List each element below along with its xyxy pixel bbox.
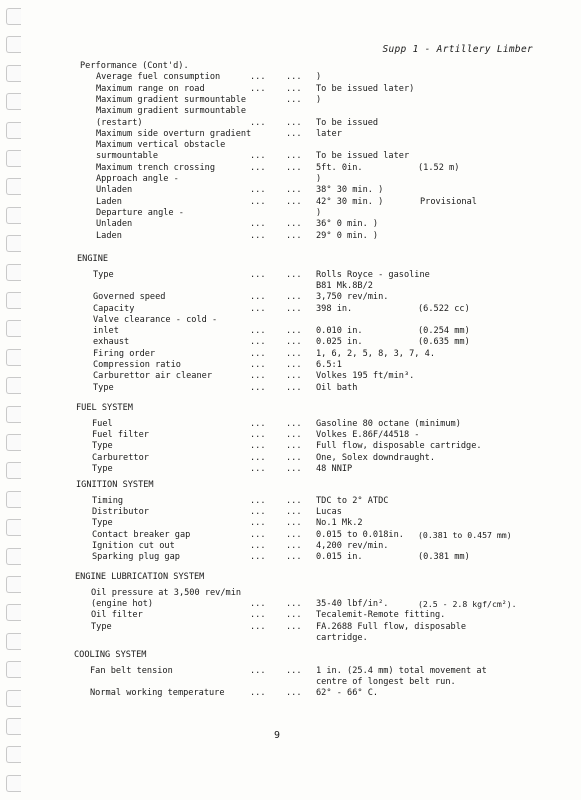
leader-dots: ... [286, 598, 302, 609]
leader-dots: ... [250, 529, 266, 540]
spec-value: To be issued later) [316, 83, 415, 94]
spec-value: 42° 30 min. ) [316, 196, 384, 207]
section-title: IGNITION SYSTEM [76, 480, 154, 490]
leader-dots: ... [286, 529, 302, 540]
spec-label: Capacity [93, 303, 135, 314]
binder-hole [6, 718, 21, 735]
spec-value: Gasoline 80 octane (minimum) [316, 418, 461, 429]
binder-hole [6, 604, 21, 621]
spec-value: Tecalemit-Remote fitting. [316, 610, 446, 621]
leader-dots: ... [286, 518, 302, 529]
spec-value: ) [316, 174, 322, 184]
spec-label: Approach angle - [96, 174, 179, 184]
section-title: ENGINE [77, 254, 109, 264]
leader-dots: ... [250, 506, 266, 517]
spec-label: Contact breaker gap [92, 529, 191, 540]
leader-dots: ... [250, 72, 266, 83]
spec-label: Fuel [92, 418, 113, 429]
spec-label: Firing order [93, 348, 156, 359]
leader-dots: ... [250, 162, 266, 173]
spec-note: (0.381 mm) [418, 552, 470, 563]
spec-label: Maximum range on road [96, 83, 205, 94]
leader-dots: ... [250, 518, 266, 529]
spec-value: Volkes 195 ft/min³. [316, 371, 415, 382]
leader-dots: ... [286, 452, 302, 463]
leader-dots: ... [286, 382, 302, 393]
spec-value: 35-40 lbf/in². [316, 598, 389, 609]
leader-dots: ... [286, 230, 302, 241]
leader-dots: ... [250, 540, 266, 551]
spec-value: Rolls Royce - gasoline [316, 269, 430, 280]
spec-value: ) [316, 207, 322, 218]
spec-label: Unladen [96, 219, 133, 230]
leader-dots: ... [250, 429, 266, 440]
spec-label: Fuel filter [92, 429, 149, 440]
binder-hole [6, 36, 21, 53]
spec-value: 29° 0 min. ) [316, 230, 379, 241]
leader-dots: ... [250, 621, 266, 632]
leader-dots: ... [250, 292, 266, 303]
leader-dots: ... [250, 303, 266, 314]
spec-label: (restart) [96, 117, 143, 128]
leader-dots: ... [286, 495, 302, 506]
spec-value: B81 Mk.8B/2 [316, 280, 373, 291]
binder-hole [6, 633, 21, 650]
spec-label: surmountable [96, 151, 159, 162]
spec-value: 3,750 rev/min. [316, 292, 389, 303]
binder-hole [6, 434, 21, 451]
spec-label: Fan belt tension [90, 665, 173, 676]
leader-dots: ... [286, 621, 302, 632]
spec-note: (0.254 mm) [418, 326, 470, 337]
spec-label: Valve clearance - cold - [93, 314, 218, 325]
page-number: 9 [274, 730, 281, 741]
spec-label: Timing [92, 495, 124, 506]
spec-label: Carburettor [92, 452, 149, 463]
leader-dots: ... [286, 441, 302, 452]
spec-label: Oil filter [91, 610, 143, 621]
spec-label: Maximum vertical obstacle [96, 140, 226, 151]
binder-hole [6, 406, 21, 423]
spec-label: inlet [93, 326, 119, 337]
binder-hole [6, 661, 21, 678]
leader-dots: ... [286, 94, 302, 105]
spec-label: exhaust [93, 337, 130, 348]
spec-note: (0.635 mm) [418, 337, 470, 348]
page-header: Supp 1 - Artillery Limber [382, 44, 533, 55]
spec-value: One, Solex downdraught. [316, 452, 435, 463]
leader-dots: ... [286, 185, 302, 196]
leader-dots: ... [286, 371, 302, 382]
leader-dots: ... [250, 495, 266, 506]
spec-value: FA.2688 Full flow, disposable [316, 621, 467, 632]
spec-value: 4,200 rev/min. [316, 540, 389, 551]
binder-hole [6, 207, 21, 224]
binder-hole [6, 122, 21, 139]
spec-value: TDC to 2° ATDC [316, 495, 389, 506]
leader-dots: ... [250, 219, 266, 230]
binder-hole [6, 150, 21, 167]
spec-label: Oil pressure at 3,500 rev/min [91, 587, 242, 598]
spec-value: 1 in. (25.4 mm) total movement at [316, 665, 487, 676]
leader-dots: ... [250, 348, 266, 359]
leader-dots: ... [250, 552, 266, 563]
spec-value: ) [316, 94, 322, 105]
spec-label: Compression ratio [93, 360, 181, 371]
leader-dots: ... [286, 128, 302, 139]
spec-label: Laden [96, 196, 122, 207]
spec-value: 6.5:1 [316, 360, 342, 371]
spec-value: ) [316, 72, 322, 83]
binder-hole [6, 8, 21, 25]
spec-value: 5ft. 0in. [316, 162, 363, 173]
binder-hole [6, 320, 21, 337]
binder-hole [6, 377, 21, 394]
spec-label: Average fuel consumption [96, 72, 221, 83]
leader-dots: ... [286, 337, 302, 348]
spec-note: (6.522 cc) [418, 303, 470, 314]
leader-dots: ... [250, 665, 266, 676]
leader-dots: ... [286, 303, 302, 314]
spec-value: Volkes E.86F/44518 - [316, 429, 420, 440]
leader-dots: ... [286, 83, 302, 94]
spec-note: Provisional [420, 196, 477, 207]
leader-dots: ... [250, 269, 266, 280]
binder-holes [4, 0, 28, 800]
spec-label: Type [91, 621, 112, 632]
leader-dots: ... [286, 269, 302, 280]
binder-hole [6, 349, 21, 366]
leader-dots: ... [286, 151, 302, 162]
leader-dots: ... [250, 371, 266, 382]
section-title: ENGINE LUBRICATION SYSTEM [75, 572, 205, 582]
section-title: FUEL SYSTEM [76, 403, 133, 413]
spec-value: 48 NNIP [316, 463, 353, 474]
spec-value: 0.025 in. [316, 337, 363, 348]
leader-dots: ... [286, 162, 302, 173]
spec-value: To be issued later [316, 151, 410, 162]
spec-label: Maximum trench crossing [96, 162, 215, 173]
spec-label: Carburettor air cleaner [93, 371, 212, 382]
binder-hole [6, 548, 21, 565]
spec-label: Sparking plug gap [92, 552, 180, 563]
section-title: Performance (Cont'd). [80, 61, 189, 71]
spec-value: 398 in. [316, 303, 353, 314]
leader-dots: ... [250, 382, 266, 393]
spec-value: 0.010 in. [316, 326, 363, 337]
leader-dots: ... [250, 185, 266, 196]
leader-dots: ... [250, 151, 266, 162]
leader-dots: ... [286, 506, 302, 517]
spec-label: Laden [96, 230, 122, 241]
spec-label: (engine hot) [91, 598, 154, 609]
spec-value: 38° 30 min. ) [316, 185, 384, 196]
spec-value: Full flow, disposable cartridge. [316, 441, 482, 452]
leader-dots: ... [286, 292, 302, 303]
binder-hole [6, 264, 21, 281]
binder-hole [6, 65, 21, 82]
spec-label: Departure angle - [96, 207, 184, 218]
leader-dots: ... [286, 429, 302, 440]
leader-dots: ... [286, 463, 302, 474]
binder-hole [6, 292, 21, 309]
spec-label: Type [93, 382, 114, 393]
spec-value: 62° - 66° C. [316, 688, 379, 699]
spec-value: 0.015 to 0.018in. [316, 529, 404, 540]
leader-dots: ... [250, 598, 266, 609]
leader-dots: ... [250, 83, 266, 94]
leader-dots: ... [286, 418, 302, 429]
leader-dots: ... [250, 360, 266, 371]
leader-dots: ... [286, 117, 302, 128]
spec-label: Type [92, 441, 113, 452]
leader-dots: ... [250, 117, 266, 128]
spec-value: 36° 0 min. ) [316, 219, 379, 230]
spec-label: Normal working temperature [90, 688, 225, 699]
spec-value: No.1 Mk.2 [316, 518, 363, 529]
binder-hole [6, 690, 21, 707]
spec-label: Unladen [96, 185, 133, 196]
spec-value: Lucas [316, 506, 342, 517]
spec-label: Type [93, 269, 114, 280]
spec-value: later [316, 128, 342, 139]
section-title: COOLING SYSTEM [74, 650, 147, 660]
spec-label: Maximum gradient surmountable [96, 106, 247, 117]
leader-dots: ... [250, 452, 266, 463]
leader-dots: ... [250, 337, 266, 348]
leader-dots: ... [286, 219, 302, 230]
binder-hole [6, 462, 21, 479]
spec-value: 0.015 in. [316, 552, 363, 563]
leader-dots: ... [250, 463, 266, 474]
leader-dots: ... [250, 418, 266, 429]
leader-dots: ... [250, 610, 266, 621]
binder-hole [6, 576, 21, 593]
binder-hole [6, 93, 21, 110]
spec-label: Distributor [92, 506, 149, 517]
leader-dots: ... [286, 348, 302, 359]
spec-note: (2.5 - 2.8 kgf/cm²). [418, 598, 517, 609]
leader-dots: ... [250, 326, 266, 337]
leader-dots: ... [250, 230, 266, 241]
spec-value: 1, 6, 2, 5, 8, 3, 7, 4. [316, 348, 435, 359]
leader-dots: ... [250, 441, 266, 452]
leader-dots: ... [286, 540, 302, 551]
binder-hole [6, 178, 21, 195]
leader-dots: ... [286, 72, 302, 83]
spec-label: Type [92, 463, 113, 474]
spec-label: Maximum gradient surmountable [96, 94, 247, 105]
leader-dots: ... [250, 196, 266, 207]
spec-note: (0.381 to 0.457 mm) [418, 529, 512, 540]
spec-label: Maximum side overturn gradient [96, 128, 252, 139]
spec-value: Oil bath [316, 382, 358, 393]
leader-dots: ... [286, 326, 302, 337]
leader-dots: ... [286, 688, 302, 699]
leader-dots: ... [286, 196, 302, 207]
binder-hole [6, 746, 21, 763]
spec-label: Type [92, 518, 113, 529]
binder-hole [6, 519, 21, 536]
binder-hole [6, 235, 21, 252]
spec-label: Ignition cut out [92, 540, 175, 551]
spec-value: cartridge. [316, 632, 368, 643]
leader-dots: ... [250, 688, 266, 699]
binder-hole [6, 775, 21, 792]
spec-value: centre of longest belt run. [316, 676, 456, 687]
leader-dots: ... [286, 552, 302, 563]
leader-dots: ... [286, 665, 302, 676]
spec-value: To be issued [316, 117, 379, 128]
binder-hole [6, 491, 21, 508]
spec-label: Governed speed [93, 292, 166, 303]
leader-dots: ... [286, 610, 302, 621]
leader-dots: ... [286, 360, 302, 371]
spec-note: (1.52 m) [418, 162, 460, 173]
